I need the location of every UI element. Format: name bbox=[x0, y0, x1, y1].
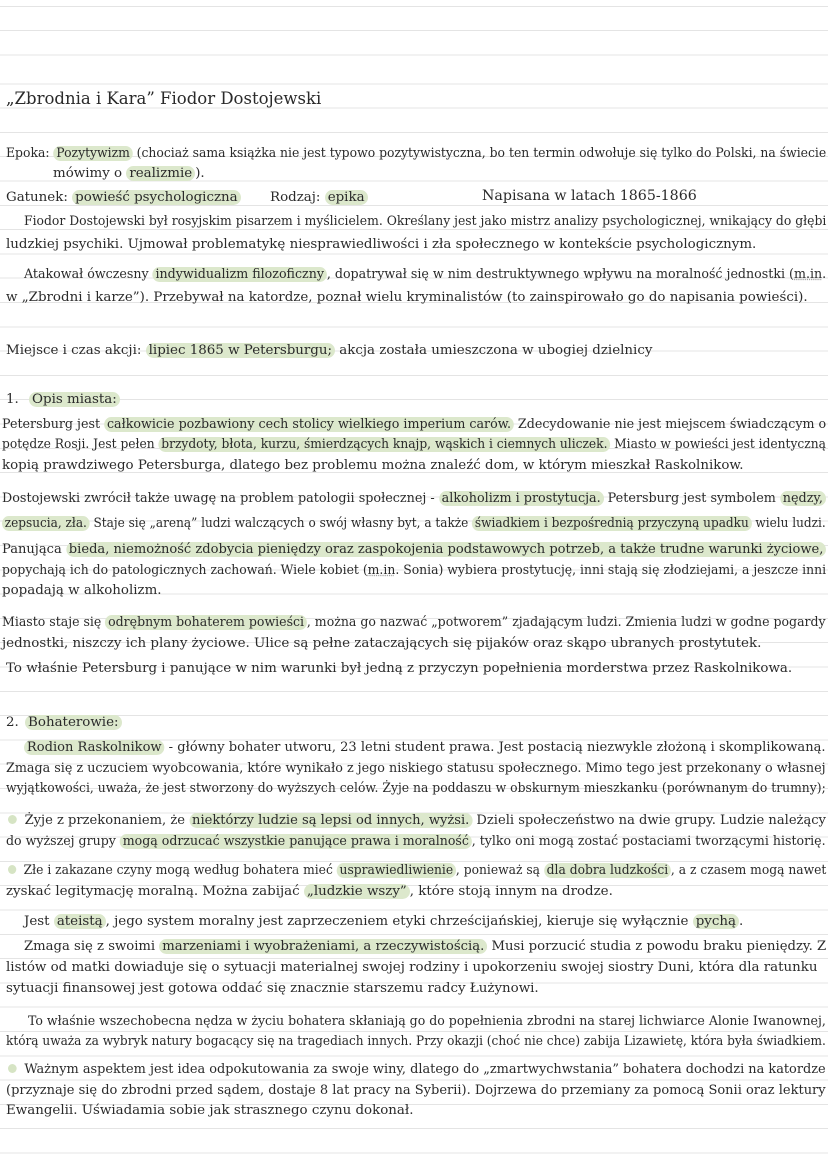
p2-line-1: Dostojewski zwrócił także uwagę na problem patologii społecznej - alkoholizm i prostytucja. Petersburg jest symbolem nędzy, bbox=[2, 490, 826, 508]
realizm-highlight: realizmie bbox=[126, 166, 195, 181]
rodzaj-field: Rodzaj: epika bbox=[270, 189, 368, 207]
p2-line-2: zepsucia, zła. Staje się „areną” ludzi walczących o swój własny byt, a także świadkiem i bezpośrednią przyczyną upadku wielu ludzi. bbox=[2, 515, 826, 533]
wazny-line-3: Ewangelii. Uświadamia sobie jak strasznego czynu dokonał. bbox=[6, 1103, 414, 1118]
section-1-title: Opis miasta: bbox=[29, 392, 120, 407]
epoka-line: Epoka: Pozytywizm (chociaż sama książka nie jest typowo pozytywistyczna, bo ten termin odwołuje się tylko do Polski, na świecie bbox=[6, 146, 827, 161]
bullet-dot-icon bbox=[8, 815, 17, 824]
miejsce-highlight: lipiec 1865 w Petersburgu; bbox=[146, 343, 335, 358]
p3-line-3: popadają w alkoholizm. bbox=[2, 583, 162, 598]
p4-line-3: To właśnie Petersburg i panujące w nim warunki był jedną z przyczyn popełnienia morderstwa przez Raskolnikowa. bbox=[6, 661, 793, 676]
bullet-1-line-1: Żyje z przekonaniem, że niektórzy ludzie są lepsi od innych, wyżsi. Dzieli społeczeństwo na dwie grupy. Ludzie należący bbox=[8, 812, 826, 830]
p3-line-2: popychają ich do patologicznych zachowań. Wiele kobiet (m.in. Sonia) wybiera prostytucję, inni stają się złodziejami, a jeszcze inni bbox=[2, 563, 827, 578]
epoka-value: Pozytywizm bbox=[53, 146, 132, 161]
indywidualizm-highlight: indywidualizm filozoficzny bbox=[153, 267, 327, 282]
intro-line-1: Fiodor Dostojewski był rosyjskim pisarzem i myślicielem. Określany jest jako mistrz analizy psychologicznej, wnikający do głębi bbox=[24, 214, 827, 229]
zmaga-line-2: listów od matki dowiaduje się o sytuacji materialnej swojej rodziny i upokorzeniu swojej siostry Duni, która dla ratunku bbox=[6, 960, 818, 975]
p4-line-1: Miasto staje się odrębnym bohaterem powieści , można go nazwać „potworem” zjadającym ludzi. Zmienia ludzi w godne pogardy bbox=[2, 615, 826, 630]
bullet-dot-icon bbox=[8, 865, 16, 874]
bullet-1-line-2: do wyższej grupy mogą odrzucać wszystkie panujące prawa i moralność , tylko oni mogą zostać postaciami tworzącymi historię. bbox=[6, 834, 826, 849]
nedza-line-1: To właśnie wszechobecna nędza w życiu bohatera skłaniają go do popełnienia zbrodni na starej lichwiarce Alonie Iwanownej, bbox=[28, 1014, 826, 1029]
p4-line-2: jednostki, niszczy ich plany życiowe. Ulice są pełne zataczających się pijaków oraz skąpo ubranych prostytutek. bbox=[2, 636, 762, 651]
miejsce-line: Miejsce i czas akcji: lipiec 1865 w Petersburgu; akcja została umieszczona w ubogiej dzielnicy bbox=[6, 343, 653, 358]
p1-line-3: kopią prawdziwego Petersburga, dlatego bez problemu można znaleźć dom, w którym mieszkał Raskolnikow. bbox=[2, 458, 744, 473]
page-title: „Zbrodnia i Kara” Fiodor Dostojewski bbox=[6, 89, 322, 108]
p3-line-1: Panująca bieda, niemożność zdobycia pieniędzy oraz zaspokojenia podstawowych potrzeb, a także trudne warunki życiowe, bbox=[2, 541, 826, 559]
wazny-line-2: (przyznaje się do zbrodni przed sądem, dostaje 8 lat pracy na Syberii). Dojrzewa do przemiany za pomocą Sonii oraz lektury bbox=[6, 1083, 826, 1098]
ateista-line: Jest ateistą , jego system moralny jest zaprzeczeniem etyki chrześcijańskiej, kieruje się wyłącznie pychą . bbox=[24, 914, 744, 929]
epoka-line-2: mówimy o realizmie ). bbox=[53, 166, 205, 181]
rodion-line-2: Zmaga się z uczuciem wyobcowania, które wynikało z jego niskiego statusu społecznego. Mimo tego jest przekonany o własnej bbox=[6, 761, 826, 776]
gatunek-value: powieść psychologiczna bbox=[72, 190, 241, 205]
rodion-name: Rodion Raskolnikow bbox=[24, 740, 165, 755]
atakowal-line-1: Atakował ówczesny indywidualizm filozoficzny , dopatrywał się w nim destruktywnego wpływu na moralność jednostki (m.in. bbox=[24, 267, 827, 282]
section-2-title: Bohaterowie: bbox=[25, 715, 121, 730]
section-2-heading: 2. Bohaterowie: bbox=[6, 714, 122, 732]
gatunek-field: Gatunek: powieść psychologiczna bbox=[6, 189, 241, 207]
intro-line-2: ludzkiej psychiki. Ujmował problematykę niesprawiedliwości i zła społecznego w kontekście psychologicznym. bbox=[6, 237, 757, 252]
atakowal-line-2: w „Zbrodni i karze”). Przebywał na katordze, poznał wielu kryminalistów (to zainspirowało go do napisania powieści). bbox=[6, 290, 808, 305]
p1-line-1: Petersburg jest całkowicie pozbawiony cech stolicy wielkiego imperium carów. Zdecydowanie nie jest miejscem świadczącym o bbox=[2, 417, 827, 432]
napisana-text: Napisana w latach 1865-1866 bbox=[482, 188, 697, 204]
bullet-2-line-2: zyskać legitymację moralną. Można zabijać „ludzkie wszy” , które stoją innym na drodze. bbox=[6, 884, 613, 899]
rodion-line-1: Rodion Raskolnikow - główny bohater utworu, 23 letni student prawa. Jest postacią niezwykle złożoną i skomplikowaną. bbox=[24, 739, 826, 757]
zmaga-line-3: sytuacji finansowej jest gotowa oddać się znacznie starszemu radcy Łużynowi. bbox=[6, 981, 539, 996]
zmaga-line-1: Zmaga się z swoimi marzeniami i wyobrażeniami, a rzeczywistością. Musi porzucić studia z powodu braku pieniędzy. Z bbox=[24, 939, 827, 954]
nedza-line-2: którą uważa za wybryk natury bogacący się na tragediach innych. Przy okazji (choć nie chce) zabija Lizawietę, która była świadkiem. bbox=[6, 1034, 826, 1049]
epoka-label: Epoka: bbox=[6, 146, 50, 161]
section-1-heading: 1. Opis miasta: bbox=[6, 391, 120, 409]
p1-line-2: potędze Rosji. Jest pełen brzydoty, błota, kurzu, śmierdzących knajp, wąskich i ciemnych uliczek. Miasto w powieści jest identyczną bbox=[2, 437, 826, 452]
bullet-2-line-1: Złe i zakazane czyny mogą według bohatera mieć usprawiedliwienie , ponieważ są dla dobra ludzkości , a z czasem mogą nawet bbox=[8, 862, 826, 880]
rodion-line-3: wyjątkowości, uważa, że jest stworzony do wyższych celów. Żyje na poddaszu w obskurnym mieszkanku (porównanym do trumny); bbox=[6, 781, 826, 796]
rodzaj-value: epika bbox=[325, 190, 368, 205]
bullet-dot-icon bbox=[8, 1064, 17, 1073]
wazny-line-1: Ważnym aspektem jest idea odpokutowania za swoje winy, dlatego do „zmartwychwstania” bohatera dochodzi na katordze bbox=[8, 1061, 826, 1079]
